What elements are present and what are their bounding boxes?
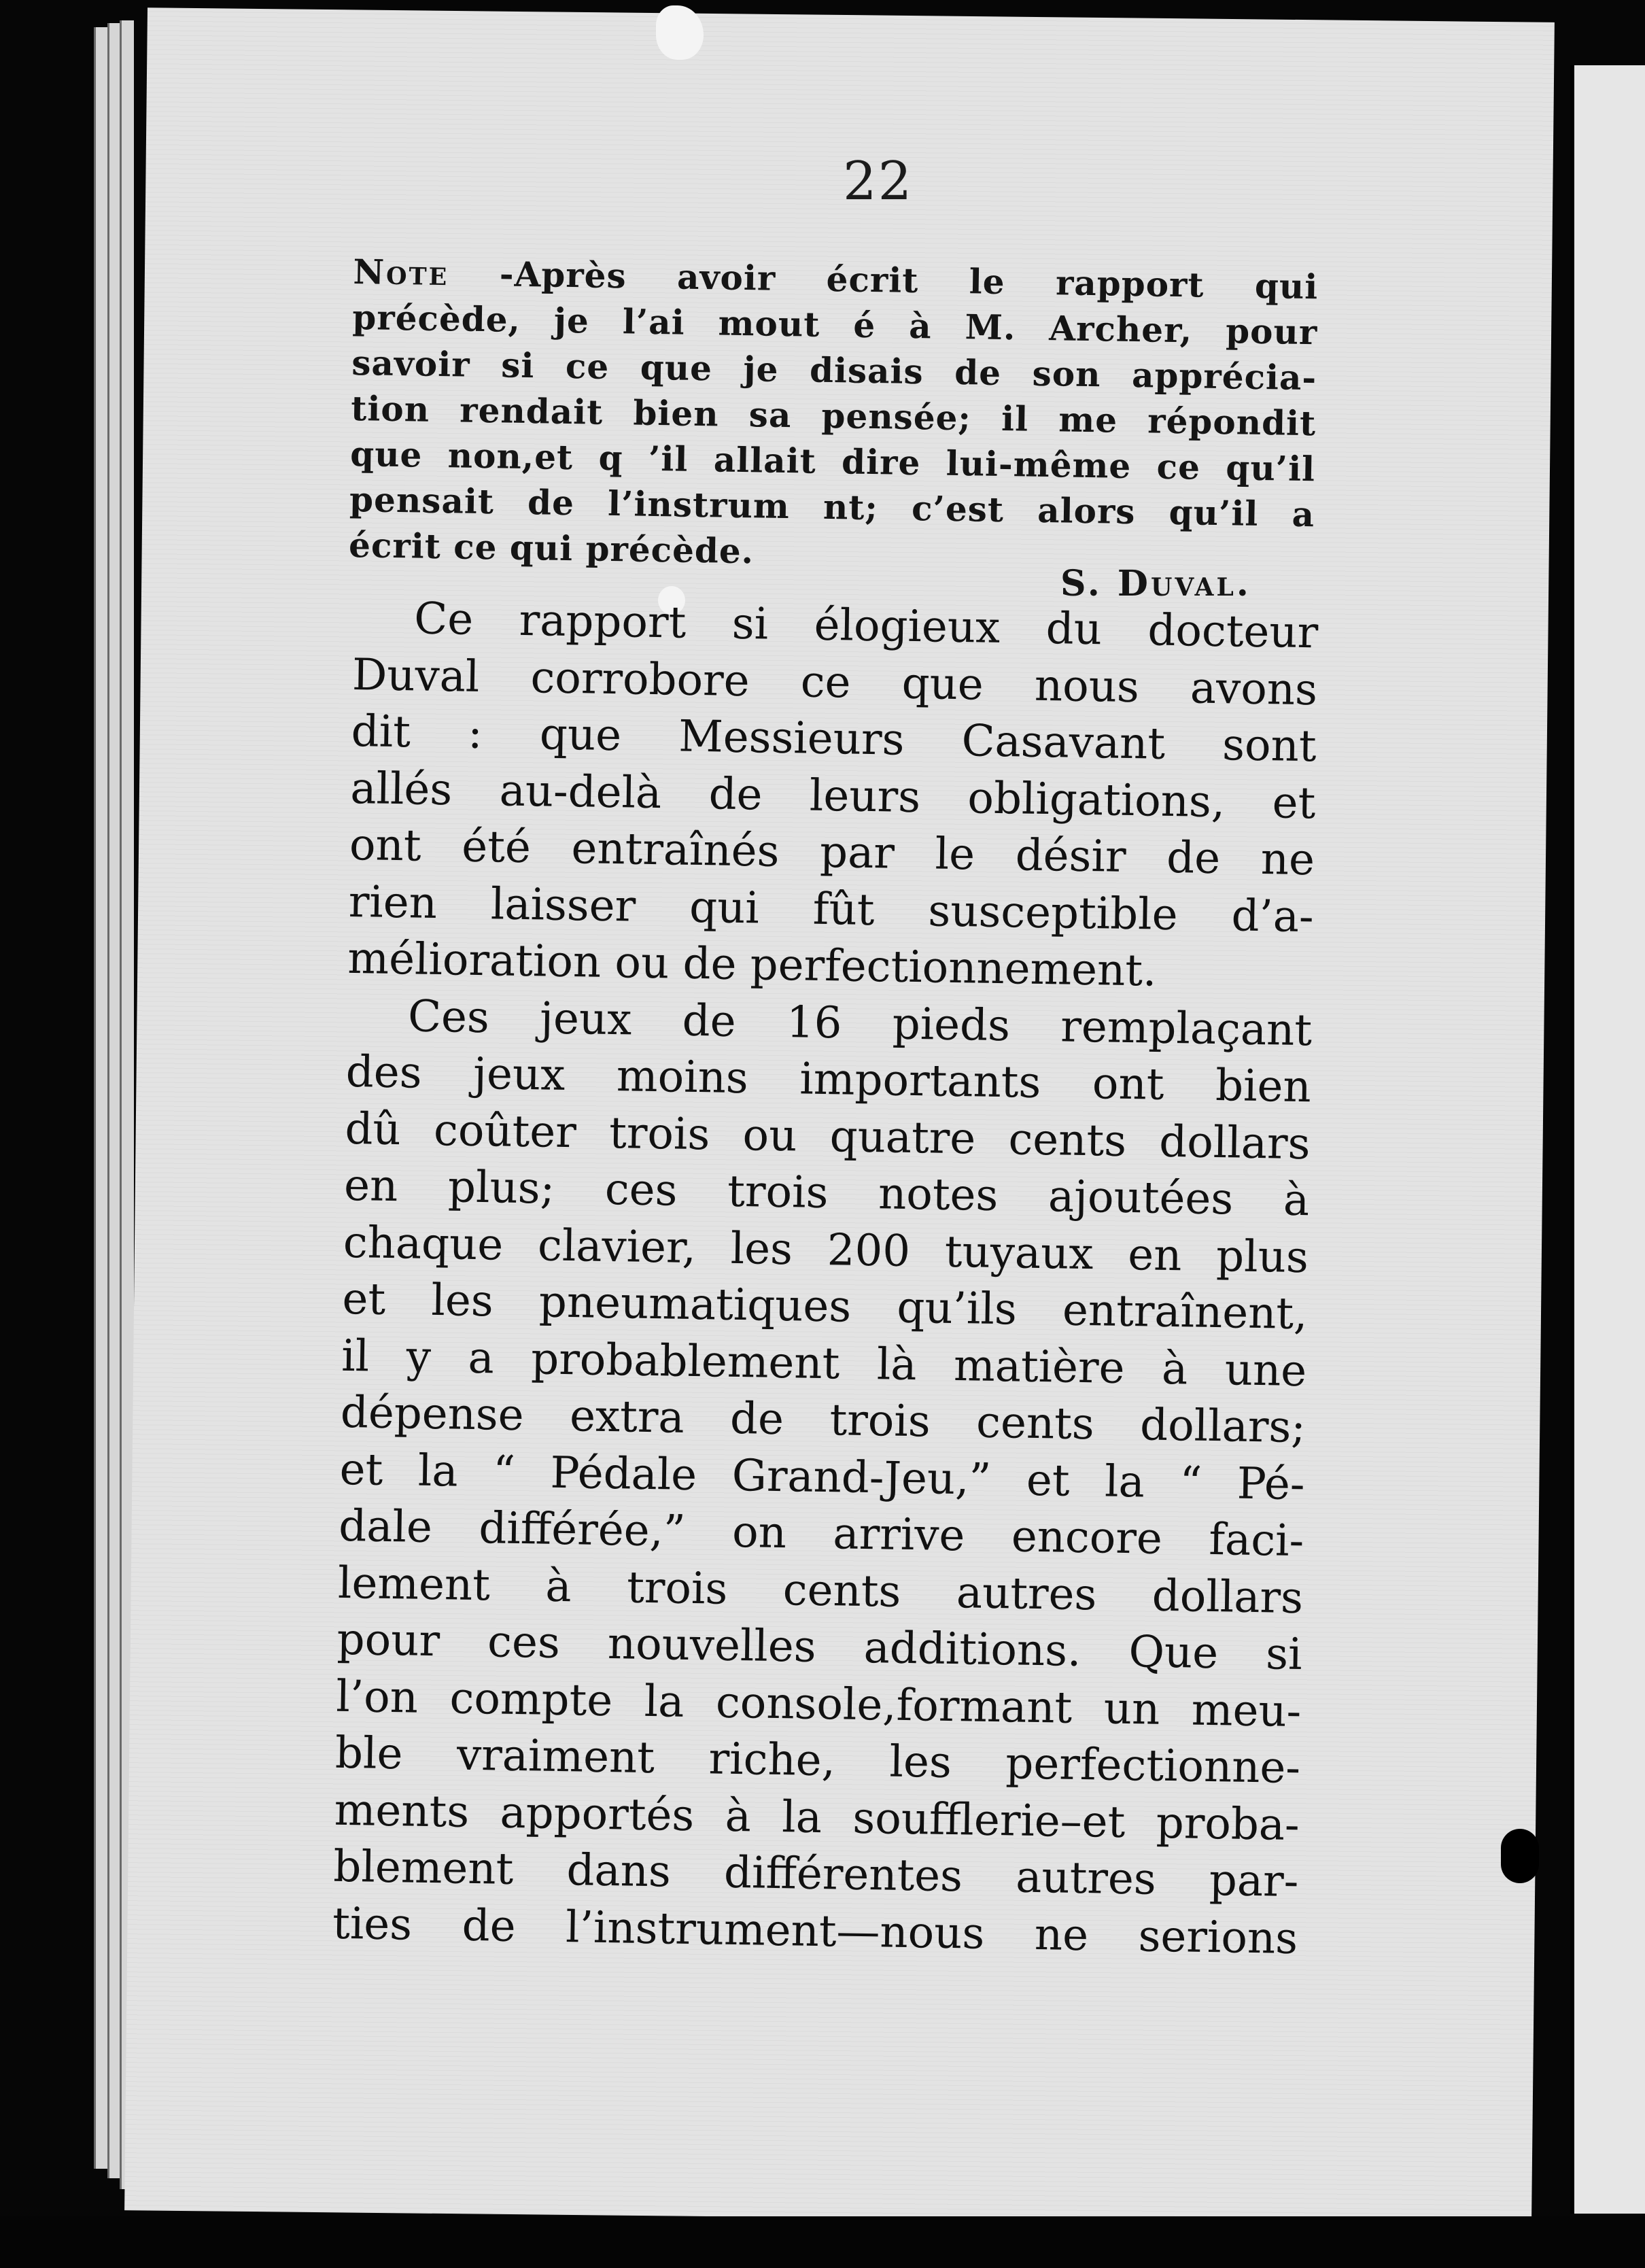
body-line: dit : que Messieurs Casavant sont	[351, 706, 1317, 772]
body-line: dû coûter trois ou quatre cents dollars	[344, 1103, 1311, 1169]
body-line: Ces jeux de 16 pieds remplaçant	[407, 991, 1313, 1056]
footnote-line: tion rendait bien sa pensée; il me répondit	[350, 388, 1317, 444]
page-number: 22	[843, 151, 914, 212]
body-line: dale différée,” on arrive encore faci-	[338, 1500, 1304, 1567]
body-line: Ce rapport si élogieux du docteur	[413, 594, 1319, 659]
body-line: ble vraiment riche, les perfectionne-	[334, 1728, 1301, 1794]
facing-page-edge	[1570, 65, 1645, 2214]
footnote-line: que non,et q ’il allait dire lui-même ce qu’il	[349, 433, 1316, 489]
binding-mark	[1501, 1829, 1539, 1883]
footnote-signature: S. Duval.	[1060, 563, 1251, 604]
body-line: ties de l’instrument—nous ne serions	[332, 1898, 1298, 1964]
body-line: blement dans différentes autres par-	[332, 1841, 1299, 1908]
body-line: chaque clavier, les 200 tuyaux en plus	[343, 1217, 1309, 1283]
body-line: dépense extra de trois cents dollars;	[340, 1387, 1306, 1454]
body-line: mélioration ou de perfectionnement.	[347, 933, 1157, 997]
body-line: en plus; ces trois notes ajoutées à	[343, 1160, 1310, 1226]
body-line: des jeux moins importants ont bien	[345, 1046, 1312, 1113]
body-line: allés au-delà de leurs obligations, et	[349, 763, 1316, 829]
body-text	[332, 590, 1319, 1968]
body-line: lement à trois cents autres dollars	[337, 1558, 1304, 1623]
footnote-line: savoir si ce que je disais de son apprécia-	[351, 342, 1317, 398]
body-line: pour ces nouvelles additions. Que si	[336, 1614, 1303, 1681]
body-line: il y a probablement là matière à une	[341, 1330, 1307, 1396]
scan-border	[0, 2216, 1645, 2268]
body-line: ments apportés à la soufflerie–et proba-	[334, 1785, 1300, 1851]
footnote-label: Note	[353, 251, 449, 294]
body-line: l’on compte la console,formant un meu-	[335, 1671, 1302, 1737]
footnote-line: pensait de l’instrum nt; c’est alors qu’il a	[349, 479, 1315, 535]
body-line: et les pneumatiques qu’ils entraînent,	[342, 1273, 1309, 1340]
body-line: Duval corrobore ce que nous avons	[351, 649, 1318, 715]
footnote-line: écrit ce qui précède.	[348, 524, 755, 572]
body-line: ont été entraînés par le désir de ne	[349, 819, 1315, 886]
footnote	[349, 249, 1319, 583]
footnote-line-1: Note -Après avoir écrit le rapport qui	[353, 251, 1319, 307]
body-line: et la “ Pédale Grand-Jeu,” et la “ Pé-	[339, 1444, 1306, 1510]
body-line: rien laisser qui fût susceptible d’a-	[348, 876, 1315, 942]
footnote-line: précède, je l’ai mout é à M. Archer, pour	[351, 296, 1318, 353]
